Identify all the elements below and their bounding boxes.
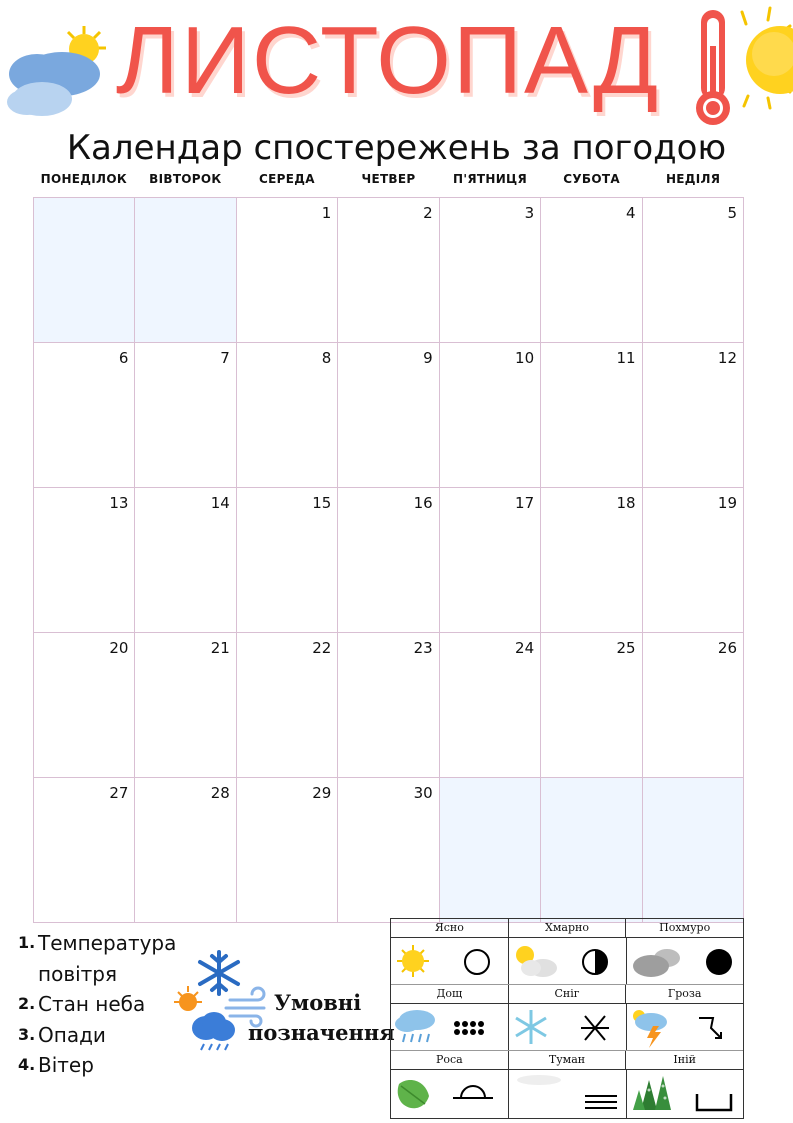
day-cell[interactable] bbox=[237, 778, 338, 923]
day-cell[interactable] bbox=[440, 198, 541, 343]
day-number: 5 bbox=[727, 204, 737, 222]
list-number: 3. bbox=[18, 1024, 36, 1044]
day-cell[interactable] bbox=[440, 633, 541, 778]
empty-cell bbox=[643, 778, 744, 923]
day-cell[interactable] bbox=[541, 343, 642, 488]
day-cell[interactable] bbox=[34, 343, 135, 488]
day-number: 22 bbox=[312, 639, 332, 657]
clear-sky-icon bbox=[391, 938, 508, 984]
clear-symbol-icon bbox=[465, 950, 489, 974]
half-circle-symbol-icon bbox=[595, 950, 607, 974]
legend-cell bbox=[627, 1004, 744, 1050]
cloudy-icon bbox=[509, 938, 626, 984]
day-number: 8 bbox=[321, 349, 332, 367]
day-cell[interactable] bbox=[338, 633, 439, 778]
day-cell[interactable] bbox=[440, 343, 541, 488]
day-number: 27 bbox=[109, 784, 129, 802]
day-number: 19 bbox=[717, 494, 737, 512]
day-number: 16 bbox=[413, 494, 433, 512]
day-cell[interactable] bbox=[34, 778, 135, 923]
day-cell[interactable] bbox=[34, 488, 135, 633]
day-cell[interactable] bbox=[643, 343, 744, 488]
day-cell[interactable] bbox=[237, 198, 338, 343]
day-cell[interactable] bbox=[338, 488, 439, 633]
dew-icon bbox=[391, 1070, 508, 1118]
legend-header-row bbox=[391, 985, 743, 1004]
overcast-icon bbox=[627, 938, 744, 984]
rain-cloud-icon bbox=[192, 1012, 235, 1050]
calendar-grid bbox=[33, 197, 744, 923]
day-number: 9 bbox=[423, 349, 433, 367]
day-number: 30 bbox=[413, 784, 433, 802]
day-number: 18 bbox=[616, 494, 636, 512]
legend-label-overcast: Похмуро bbox=[659, 921, 711, 934]
legend-cell bbox=[509, 1004, 627, 1050]
empty-cell bbox=[135, 198, 236, 343]
weekday-header bbox=[33, 172, 744, 186]
day-cell[interactable] bbox=[135, 343, 236, 488]
day-cell[interactable] bbox=[440, 488, 541, 633]
day-cell[interactable] bbox=[135, 633, 236, 778]
weekday-sunday: НЕДІЛЯ bbox=[665, 172, 721, 186]
day-cell[interactable] bbox=[541, 633, 642, 778]
day-number: 25 bbox=[616, 639, 636, 657]
day-number: 2 bbox=[423, 204, 433, 222]
day-number: 29 bbox=[312, 784, 332, 802]
day-cell[interactable] bbox=[643, 488, 744, 633]
weekday-monday: ПОНЕДІЛОК bbox=[40, 172, 127, 186]
day-number: 3 bbox=[524, 204, 535, 222]
day-cell[interactable] bbox=[135, 778, 236, 923]
day-cell[interactable] bbox=[237, 488, 338, 633]
empty-cell bbox=[541, 778, 642, 923]
day-number: 24 bbox=[515, 639, 535, 657]
rain-icon bbox=[391, 1004, 508, 1050]
legend-title-line2: позначення bbox=[248, 1020, 395, 1045]
list-number: 4. bbox=[18, 1055, 36, 1074]
legend-icon-row bbox=[391, 1070, 743, 1118]
legend-cell bbox=[627, 938, 744, 984]
list-text: Опади bbox=[38, 1022, 106, 1047]
sun-small-icon bbox=[174, 986, 202, 1011]
legend-cell bbox=[391, 1070, 509, 1118]
list-text: Вітер bbox=[38, 1053, 94, 1077]
legend-header-row bbox=[391, 1051, 743, 1070]
day-cell[interactable] bbox=[643, 198, 744, 343]
list-text: Стан неба bbox=[38, 992, 146, 1016]
legend-label-snow: Сніг bbox=[509, 985, 627, 1003]
legend-label-clear: Ясно bbox=[391, 919, 509, 937]
legend-cell bbox=[391, 938, 509, 984]
snow-symbol-icon bbox=[581, 1016, 609, 1040]
legend-icon-row bbox=[391, 938, 743, 985]
frost-icon bbox=[627, 1070, 744, 1118]
day-number: 1 bbox=[321, 204, 332, 222]
day-number: 4 bbox=[626, 204, 636, 222]
thunderstorm-icon bbox=[627, 1004, 744, 1050]
legend-header-row bbox=[391, 919, 743, 938]
day-number: 14 bbox=[210, 494, 230, 512]
dew-symbol-icon bbox=[453, 1086, 493, 1098]
day-number: 23 bbox=[413, 639, 433, 657]
day-number: 17 bbox=[515, 494, 535, 512]
day-number: 26 bbox=[717, 639, 737, 657]
filled-circle-symbol-icon bbox=[706, 949, 732, 975]
snow-icon bbox=[509, 1004, 626, 1050]
snowflake-icon bbox=[200, 952, 238, 994]
day-number: 28 bbox=[210, 784, 230, 802]
weekday-wednesday: СЕРЕДА bbox=[259, 172, 315, 186]
weekday-friday: П'ЯТНИЦЯ bbox=[453, 172, 528, 186]
page-subtitle: Календар спостережень за погодою bbox=[66, 128, 727, 168]
sun-behind-clouds-icon bbox=[2, 24, 112, 119]
legend-label-rain: Дощ bbox=[391, 985, 509, 1003]
legend-icon-row bbox=[391, 1004, 743, 1051]
legend-cell bbox=[627, 1070, 744, 1118]
day-cell[interactable] bbox=[135, 488, 236, 633]
thunder-symbol-icon bbox=[699, 1018, 721, 1038]
day-cell[interactable] bbox=[643, 633, 744, 778]
weekday-thursday: ЧЕТВЕР bbox=[361, 172, 416, 186]
legend-table bbox=[390, 918, 744, 1119]
day-number: 7 bbox=[220, 349, 230, 367]
day-number: 12 bbox=[717, 349, 737, 367]
day-number: 21 bbox=[210, 639, 230, 657]
weekday-tuesday: ВІВТОРОК bbox=[149, 172, 222, 186]
day-cell[interactable] bbox=[338, 198, 439, 343]
day-cell[interactable] bbox=[541, 488, 642, 633]
legend-title bbox=[248, 988, 395, 1048]
list-text: Температура bbox=[38, 931, 177, 955]
page-title: ЛИСТОПАД bbox=[115, 7, 661, 114]
day-number: 11 bbox=[616, 349, 636, 367]
weekday-saturday: СУБОТА bbox=[563, 172, 620, 186]
day-number: 10 bbox=[515, 349, 535, 367]
list-number: 1. bbox=[18, 933, 36, 952]
list-number: 2. bbox=[18, 994, 36, 1013]
legend-cell bbox=[509, 1070, 627, 1118]
legend-label-dew: Роса bbox=[391, 1051, 509, 1069]
sun-icon bbox=[722, 4, 793, 124]
legend-label-fog: Туман bbox=[509, 1051, 627, 1069]
day-number: 20 bbox=[109, 639, 129, 657]
legend-cell bbox=[509, 938, 627, 984]
day-cell[interactable] bbox=[237, 633, 338, 778]
day-cell[interactable] bbox=[237, 343, 338, 488]
empty-cell bbox=[440, 778, 541, 923]
legend-label-frost: Іній bbox=[673, 1053, 696, 1066]
frost-symbol-icon bbox=[697, 1094, 731, 1110]
legend-label-thunderstorm: Гроза bbox=[667, 987, 702, 1000]
day-cell[interactable] bbox=[338, 343, 439, 488]
day-cell[interactable] bbox=[541, 198, 642, 343]
list-text-continued: повітря bbox=[38, 961, 118, 986]
day-number: 13 bbox=[109, 494, 129, 512]
legend-cell bbox=[391, 1004, 509, 1050]
legend-title-line1: Умовні bbox=[274, 990, 362, 1015]
rain-symbol-icon bbox=[454, 1021, 484, 1035]
fog-icon bbox=[509, 1070, 626, 1118]
day-cell[interactable] bbox=[338, 778, 439, 923]
fog-symbol-icon bbox=[585, 1096, 617, 1108]
day-number: 6 bbox=[118, 349, 129, 367]
empty-cell bbox=[34, 198, 135, 343]
legend-label-cloudy: Хмарно bbox=[509, 919, 627, 937]
day-cell[interactable] bbox=[34, 633, 135, 778]
day-number: 15 bbox=[312, 494, 332, 512]
